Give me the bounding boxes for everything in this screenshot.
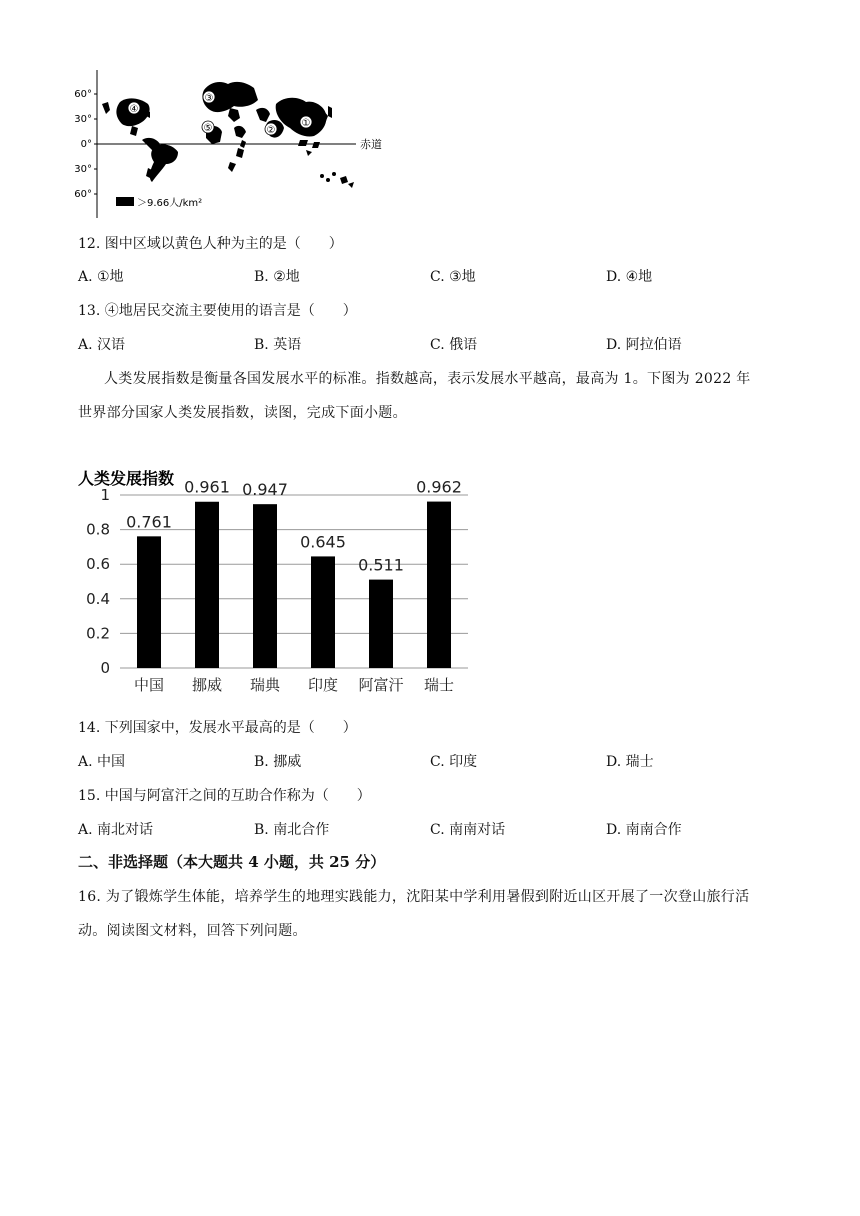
- lat-label-0: 0°: [80, 139, 92, 150]
- legend-swatch: [116, 197, 134, 206]
- bar: [137, 536, 161, 668]
- marker-3: ③: [204, 93, 214, 104]
- q14-option-d[interactable]: D. 瑞士: [606, 754, 654, 770]
- bar: [195, 502, 219, 668]
- bar-value-label: 0.961: [184, 477, 230, 497]
- bar: [369, 580, 393, 668]
- hdi-bar-chart: [70, 462, 480, 702]
- y-tick-label: 0.6: [86, 555, 110, 574]
- q15-option-d[interactable]: D. 南南合作: [606, 822, 682, 838]
- q13-option-d[interactable]: D. 阿拉伯语: [606, 337, 682, 353]
- q16-line-2: 动。阅读图文材料，回答下列问题。: [78, 923, 307, 939]
- lat-label-30s: 30°: [74, 164, 92, 175]
- q13-option-a[interactable]: A. 汉语: [78, 337, 126, 353]
- bar-value-label: 0.645: [300, 532, 346, 552]
- x-tick-label: 印度: [307, 676, 339, 694]
- y-tick-label: 0.8: [86, 520, 110, 539]
- intro-line-1: 人类发展指数是衡量各国发展水平的标准。指数越高，表示发展水平越高，最高为 1。下图为 2022 年: [104, 371, 751, 387]
- equator-label: 赤道: [360, 138, 382, 151]
- q12-stem: 12. 图中区域以黄色人种为主的是（ ）: [78, 236, 343, 252]
- chart-title: 人类发展指数: [78, 469, 175, 488]
- bar: [311, 556, 335, 668]
- bar-value-label: 0.761: [126, 512, 172, 532]
- x-tick-label: 阿富汗: [358, 676, 404, 694]
- x-tick-label: 瑞典: [249, 676, 281, 694]
- y-tick-label: 0.4: [86, 589, 110, 608]
- marker-2: ②: [266, 125, 276, 136]
- x-tick-label: 中国: [133, 676, 165, 694]
- q12-option-c[interactable]: C. ③地: [430, 269, 476, 285]
- q12-option-b[interactable]: B. ②地: [254, 269, 300, 285]
- dense-population-areas: [102, 82, 354, 188]
- y-tick-label: 1: [100, 486, 110, 504]
- q14-stem: 14. 下列国家中，发展水平最高的是（ ）: [78, 720, 357, 736]
- marker-4: ④: [129, 104, 139, 115]
- marker-5: ⑤: [203, 123, 213, 134]
- bar-value-label: 0.962: [416, 477, 462, 497]
- lat-label-30n: 30°: [74, 114, 92, 125]
- chart-bars: [137, 502, 451, 668]
- y-tick-label: 0: [100, 659, 110, 677]
- q15-option-a[interactable]: A. 南北对话: [78, 822, 154, 838]
- intro-line-2: 世界部分国家人类发展指数，读图，完成下面小题。: [78, 405, 407, 421]
- chart-grid: [120, 495, 468, 668]
- bar-value-label: 0.511: [358, 555, 404, 575]
- y-tick-label: 0.2: [86, 624, 110, 643]
- q16-line-1: 16. 为了锻炼学生体能，培养学生的地理实践能力，沈阳某中学利用暑假到附近山区开展了一次登山旅行活: [78, 889, 750, 905]
- q15-option-c[interactable]: C. 南南对话: [430, 822, 506, 838]
- x-tick-label: 瑞士: [423, 676, 455, 694]
- q15-stem: 15. 中国与阿富汗之间的互助合作称为（ ）: [78, 788, 371, 804]
- bar-value-label: 0.947: [242, 480, 288, 500]
- bar: [253, 504, 277, 668]
- x-tick-label: 挪威: [191, 676, 223, 694]
- lat-label-60s: 60°: [74, 189, 92, 200]
- q13-option-b[interactable]: B. 英语: [254, 337, 302, 353]
- q13-option-c[interactable]: C. 俄语: [430, 337, 478, 353]
- q14-option-b[interactable]: B. 挪威: [254, 754, 302, 770]
- chart-x-ticks: [134, 676, 454, 694]
- bar: [427, 502, 451, 668]
- q12-option-a[interactable]: A. ①地: [78, 269, 124, 285]
- chart-value-labels: [126, 478, 462, 575]
- marker-1: ①: [301, 118, 311, 129]
- section-2-title: 二、非选择题（本大题共 4 小题，共 25 分）: [78, 853, 386, 871]
- chart-y-ticks: [86, 486, 110, 677]
- lat-label-60n: 60°: [74, 89, 92, 100]
- legend-label: ＞9.66人/km²: [137, 198, 203, 209]
- q12-option-d[interactable]: D. ④地: [606, 269, 653, 285]
- q14-option-c[interactable]: C. 印度: [430, 754, 478, 770]
- q14-option-a[interactable]: A. 中国: [78, 754, 126, 770]
- q13-stem: 13. ④地居民交流主要使用的语言是（ ）: [78, 303, 357, 319]
- q15-option-b[interactable]: B. 南北合作: [254, 822, 330, 838]
- population-density-map: [70, 66, 390, 226]
